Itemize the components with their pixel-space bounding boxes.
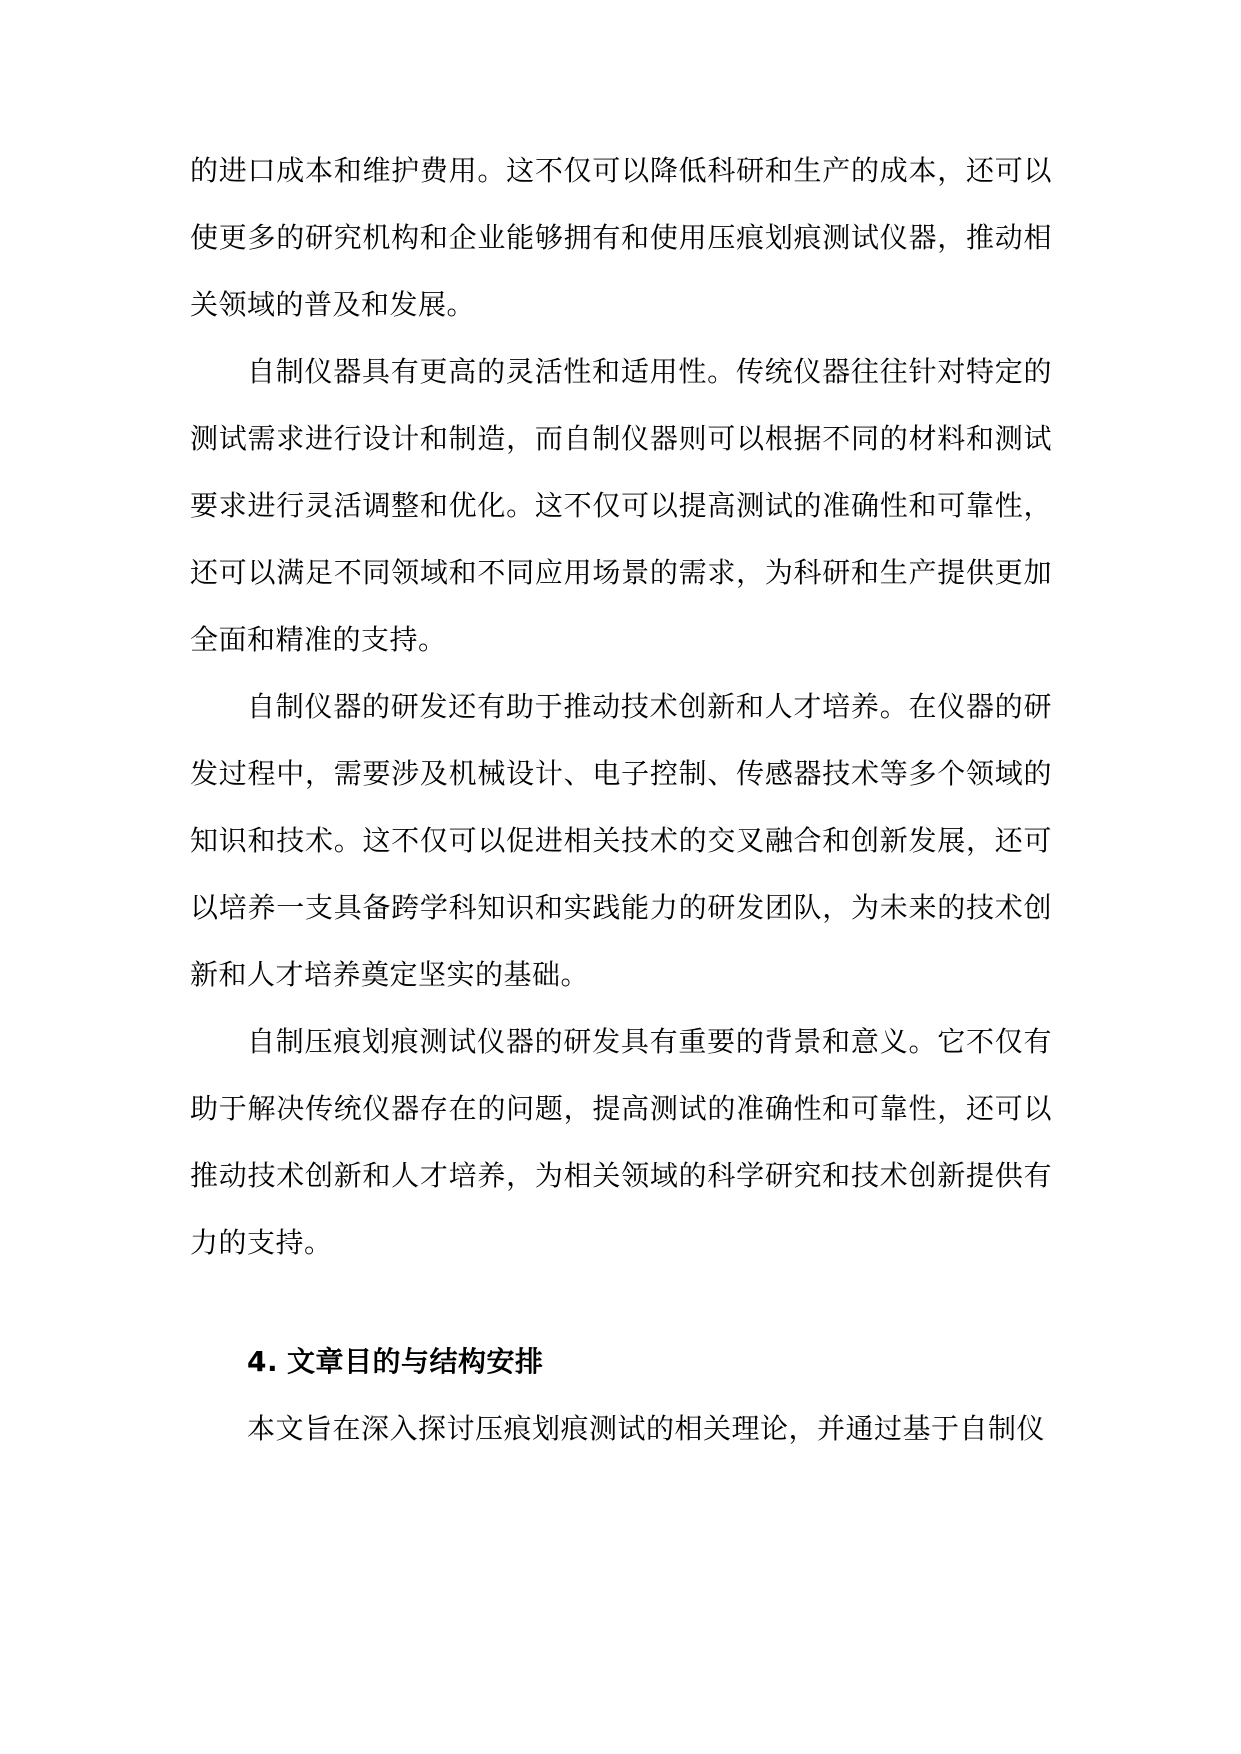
paragraph-purpose: 本文旨在深入探讨压痕划痕测试的相关理论，并通过基于自制仪 <box>247 1412 1046 1445</box>
paragraph-flexibility: 自制仪器具有更高的灵活性和适用性。传统仪器往往针对特定的测试需求进行设计和制造，而自制仪器则可以根据不同的材料和测试要求进行灵活调整和优化。这不仅可以提高测试的准确性和可靠性，还可以满足不同领域和不同应用场景的需求，为科研和生产提供更加全面和精准的支持。 <box>190 355 1052 656</box>
section-heading <box>190 1328 1052 1395</box>
document-body <box>190 137 1052 1462</box>
paragraph-significance: 自制压痕划痕测试仪器的研发具有重要的背景和意义。它不仅有助于解决传统仪器存在的问题，提高测试的准确性和可靠性，还可以推动技术创新和人才培养，为相关领域的科学研究和技术创新提供有力的支持。 <box>190 1025 1052 1259</box>
section-number: 4. <box>247 1345 279 1378</box>
paragraph-import-cost: 的进口成本和维护费用。这不仅可以降低科研和生产的成本，还可以使更多的研究机构和企业能够拥有和使用压痕划痕测试仪器，推动相关领域的普及和发展。 <box>190 154 1052 321</box>
section-title: 文章目的与结构安排 <box>287 1345 544 1378</box>
paragraph-innovation: 自制仪器的研发还有助于推动技术创新和人才培养。在仪器的研发过程中，需要涉及机械设计、电子控制、传感器技术等多个领域的知识和技术。这不仅可以促进相关技术的交叉融合和创新发展，还可以培养一支具备跨学科知识和实践能力的研发团队，为未来的技术创新和人才培养奠定坚实的基础。 <box>190 690 1052 991</box>
